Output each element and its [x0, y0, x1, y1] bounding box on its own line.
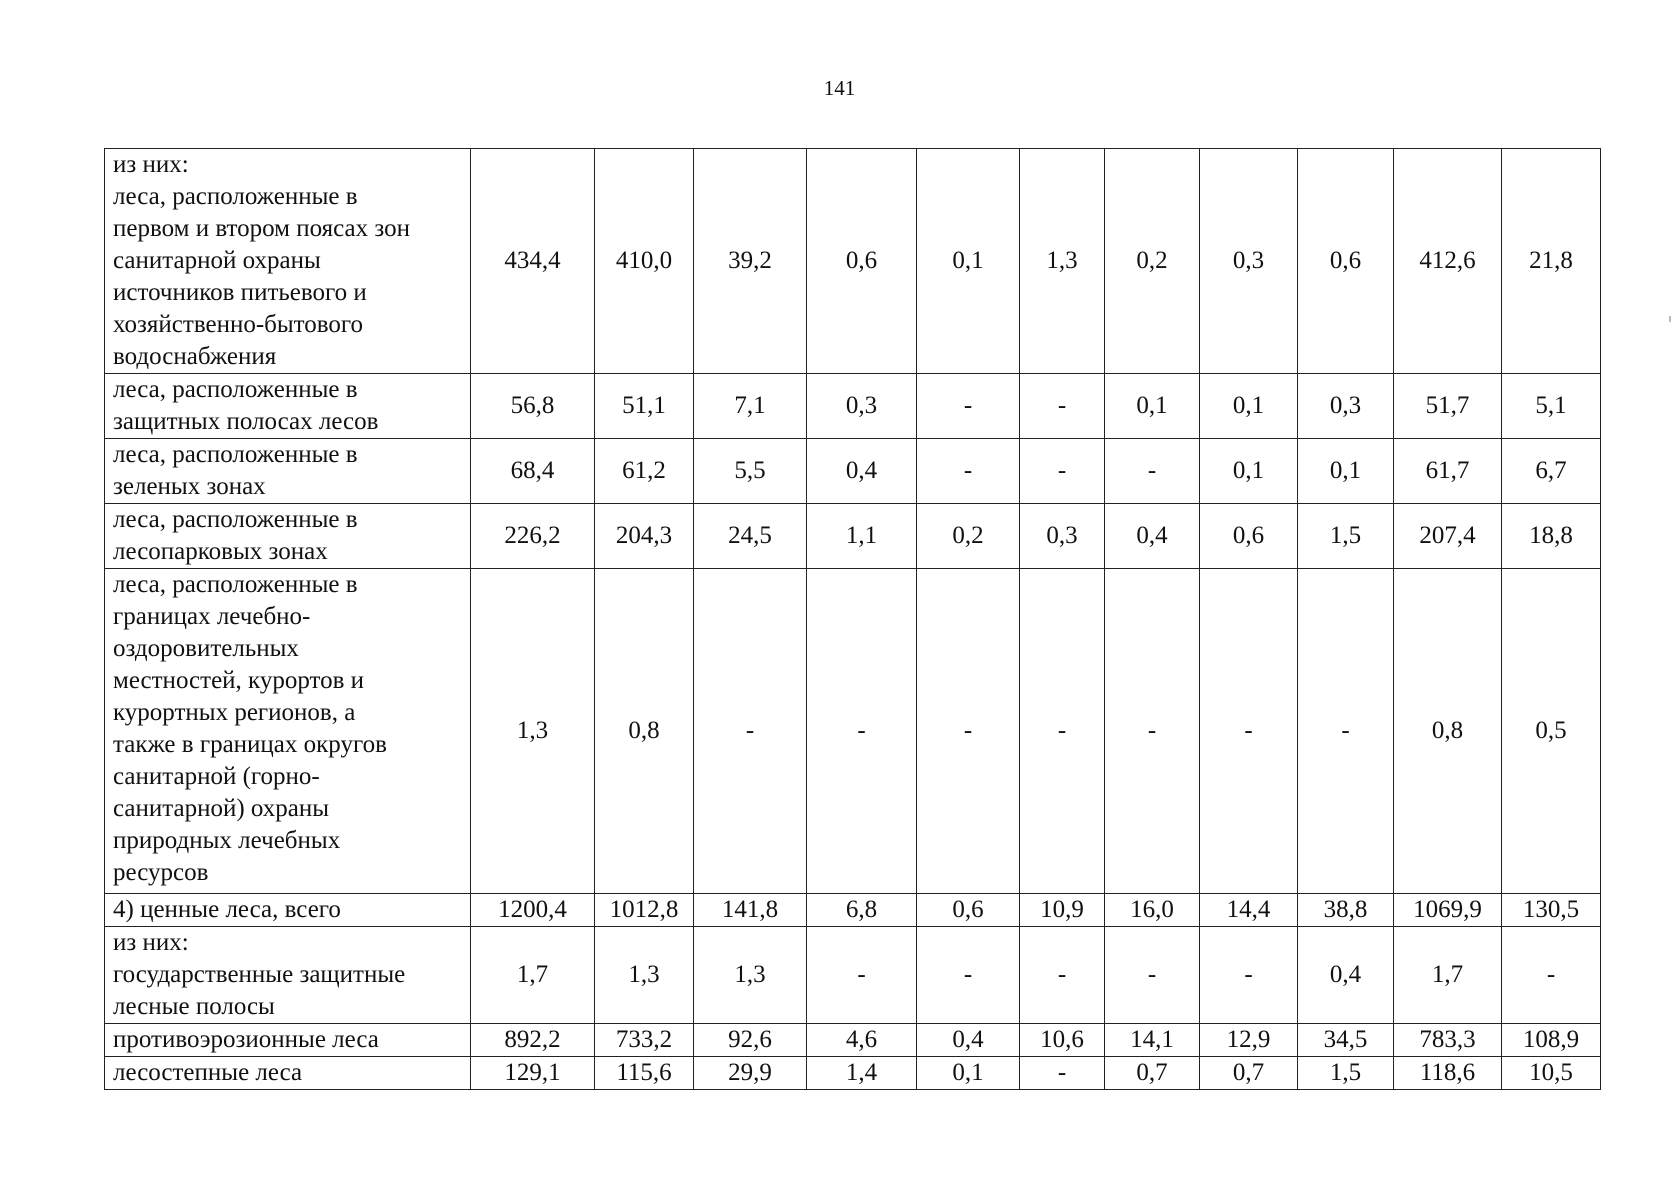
value-cell: 0,4 [1105, 504, 1200, 569]
value-cell: - [1298, 569, 1394, 894]
row-label [105, 569, 471, 894]
value-cell: 7,1 [694, 374, 807, 439]
row-label-line: источников питьевого и [113, 279, 367, 306]
value-cell: 0,1 [1298, 439, 1394, 504]
row-label-line: санитарной охраны [113, 247, 321, 274]
value-cell: 0,3 [1200, 149, 1298, 374]
row-label-line: хозяйственно-бытового [113, 311, 364, 338]
value-cell: 38,8 [1298, 894, 1394, 927]
value-cell: 14,4 [1200, 894, 1298, 927]
forest-area-table [104, 148, 1601, 1090]
value-cell: 68,4 [471, 439, 595, 504]
value-cell: 1,7 [471, 927, 595, 1024]
value-cell: 10,5 [1502, 1057, 1601, 1090]
table-row [105, 374, 1601, 439]
value-cell: - [1105, 569, 1200, 894]
value-cell: 0,3 [807, 374, 917, 439]
value-cell: 0,6 [1298, 149, 1394, 374]
value-cell: 21,8 [1502, 149, 1601, 374]
value-cell: - [1502, 927, 1601, 1024]
row-label-line: 4) ценные леса, всего [113, 896, 341, 923]
value-cell: - [917, 374, 1020, 439]
value-cell: 0,8 [595, 569, 694, 894]
row-label-line: лесные полосы [113, 993, 275, 1020]
value-cell: 14,1 [1105, 1024, 1200, 1057]
row-label [105, 504, 471, 569]
row-label [105, 149, 471, 374]
row-label-line: защитных полосах лесов [113, 408, 379, 435]
row-label [105, 439, 471, 504]
row-label [105, 1024, 471, 1057]
value-cell: 0,3 [1020, 504, 1105, 569]
table-row [105, 439, 1601, 504]
row-label-line: зеленых зонах [113, 473, 266, 500]
row-label-line: природных лечебных [113, 827, 341, 854]
value-cell: - [1020, 1057, 1105, 1090]
value-cell: 24,5 [694, 504, 807, 569]
value-cell: 0,5 [1502, 569, 1601, 894]
value-cell: 10,6 [1020, 1024, 1105, 1057]
value-cell: 141,8 [694, 894, 807, 927]
value-cell: 0,6 [1200, 504, 1298, 569]
row-label-line: леса, расположенные в [113, 571, 358, 598]
value-cell: 1012,8 [595, 894, 694, 927]
value-cell: 0,4 [917, 1024, 1020, 1057]
row-label-line: также в границах округов [113, 731, 387, 758]
row-label-line: лесопарковых зонах [113, 538, 328, 565]
row-label-line: из них: [113, 151, 189, 178]
row-label [105, 894, 471, 927]
value-cell: 51,7 [1394, 374, 1502, 439]
row-label [105, 927, 471, 1024]
value-cell: 0,3 [1298, 374, 1394, 439]
row-label-line: курортных регионов, а [113, 699, 356, 726]
value-cell: - [807, 927, 917, 1024]
value-cell: 1,7 [1394, 927, 1502, 1024]
page-number: 141 [823, 76, 856, 100]
row-label-line: государственные защитные [113, 961, 406, 988]
row-label-line: ресурсов [113, 859, 209, 886]
value-cell: 0,4 [1298, 927, 1394, 1024]
value-cell: - [917, 927, 1020, 1024]
value-cell: - [1020, 374, 1105, 439]
value-cell: 56,8 [471, 374, 595, 439]
value-cell: 0,1 [1200, 439, 1298, 504]
value-cell: 1,3 [595, 927, 694, 1024]
value-cell: 12,9 [1200, 1024, 1298, 1057]
table-row [105, 569, 1601, 894]
value-cell: 130,5 [1502, 894, 1601, 927]
value-cell: 129,1 [471, 1057, 595, 1090]
value-cell: 5,5 [694, 439, 807, 504]
value-cell: - [1020, 927, 1105, 1024]
row-label-line: местностей, курортов и [113, 667, 365, 694]
value-cell: - [1200, 927, 1298, 1024]
row-label-line: леса, расположенные в [113, 376, 358, 403]
row-label-line: санитарной (горно- [113, 763, 320, 790]
row-label [105, 1057, 471, 1090]
value-cell: 1,3 [1020, 149, 1105, 374]
value-cell: 434,4 [471, 149, 595, 374]
row-label-line: противоэрозионные леса [113, 1026, 379, 1053]
row-label-line: санитарной) охраны [113, 795, 330, 822]
row-label [105, 374, 471, 439]
value-cell: 1,5 [1298, 504, 1394, 569]
value-cell: 1200,4 [471, 894, 595, 927]
value-cell: 412,6 [1394, 149, 1502, 374]
value-cell: 1069,9 [1394, 894, 1502, 927]
row-label-line: леса, расположенные в [113, 441, 358, 468]
value-cell: 1,1 [807, 504, 917, 569]
value-cell: 0,2 [917, 504, 1020, 569]
value-cell: 61,7 [1394, 439, 1502, 504]
value-cell: 6,7 [1502, 439, 1601, 504]
forest-table-container [104, 148, 1601, 1090]
value-cell: 115,6 [595, 1057, 694, 1090]
value-cell: 4,6 [807, 1024, 917, 1057]
table-row [105, 927, 1601, 1024]
table-row [105, 504, 1601, 569]
table-row [105, 1057, 1601, 1090]
value-cell: 108,9 [1502, 1024, 1601, 1057]
value-cell: 783,3 [1394, 1024, 1502, 1057]
row-label-line: водоснабжения [113, 343, 277, 370]
value-cell: 1,3 [471, 569, 595, 894]
row-label-line: из них: [113, 929, 189, 956]
value-cell: - [694, 569, 807, 894]
value-cell: - [1020, 439, 1105, 504]
table-row [105, 894, 1601, 927]
value-cell: 204,3 [595, 504, 694, 569]
value-cell: 51,1 [595, 374, 694, 439]
scan-speck [1669, 316, 1671, 322]
value-cell: 0,4 [807, 439, 917, 504]
value-cell: 0,1 [1200, 374, 1298, 439]
value-cell: 226,2 [471, 504, 595, 569]
value-cell: 6,8 [807, 894, 917, 927]
value-cell: 18,8 [1502, 504, 1601, 569]
value-cell: - [917, 569, 1020, 894]
value-cell: 10,9 [1020, 894, 1105, 927]
value-cell: 5,1 [1502, 374, 1601, 439]
value-cell: 1,5 [1298, 1057, 1394, 1090]
value-cell: 410,0 [595, 149, 694, 374]
value-cell: - [917, 439, 1020, 504]
value-cell: 1,3 [694, 927, 807, 1024]
row-label-line: границах лечебно- [113, 603, 311, 630]
value-cell: 733,2 [595, 1024, 694, 1057]
value-cell: 34,5 [1298, 1024, 1394, 1057]
row-label-line: леса, расположенные в [113, 506, 358, 533]
table-row [105, 149, 1601, 374]
value-cell: 892,2 [471, 1024, 595, 1057]
value-cell: 0,8 [1394, 569, 1502, 894]
row-label-line: первом и втором поясах зон [113, 215, 410, 242]
value-cell: 0,7 [1105, 1057, 1200, 1090]
value-cell: 207,4 [1394, 504, 1502, 569]
table-row [105, 1024, 1601, 1057]
value-cell: 61,2 [595, 439, 694, 504]
value-cell: 0,1 [917, 149, 1020, 374]
value-cell: - [1200, 569, 1298, 894]
value-cell: 92,6 [694, 1024, 807, 1057]
value-cell: 0,6 [917, 894, 1020, 927]
value-cell: 39,2 [694, 149, 807, 374]
value-cell: - [1020, 569, 1105, 894]
value-cell: 0,2 [1105, 149, 1200, 374]
value-cell: 29,9 [694, 1057, 807, 1090]
value-cell: 0,1 [917, 1057, 1020, 1090]
value-cell: - [1105, 439, 1200, 504]
value-cell: 1,4 [807, 1057, 917, 1090]
value-cell: - [807, 569, 917, 894]
row-label-line: лесостепные леса [113, 1059, 303, 1086]
value-cell: 0,6 [807, 149, 917, 374]
row-label-line: леса, расположенные в [113, 183, 358, 210]
value-cell: - [1105, 927, 1200, 1024]
value-cell: 0,7 [1200, 1057, 1298, 1090]
row-label-line: оздоровительных [113, 635, 299, 662]
value-cell: 0,1 [1105, 374, 1200, 439]
value-cell: 118,6 [1394, 1057, 1502, 1090]
value-cell: 16,0 [1105, 894, 1200, 927]
